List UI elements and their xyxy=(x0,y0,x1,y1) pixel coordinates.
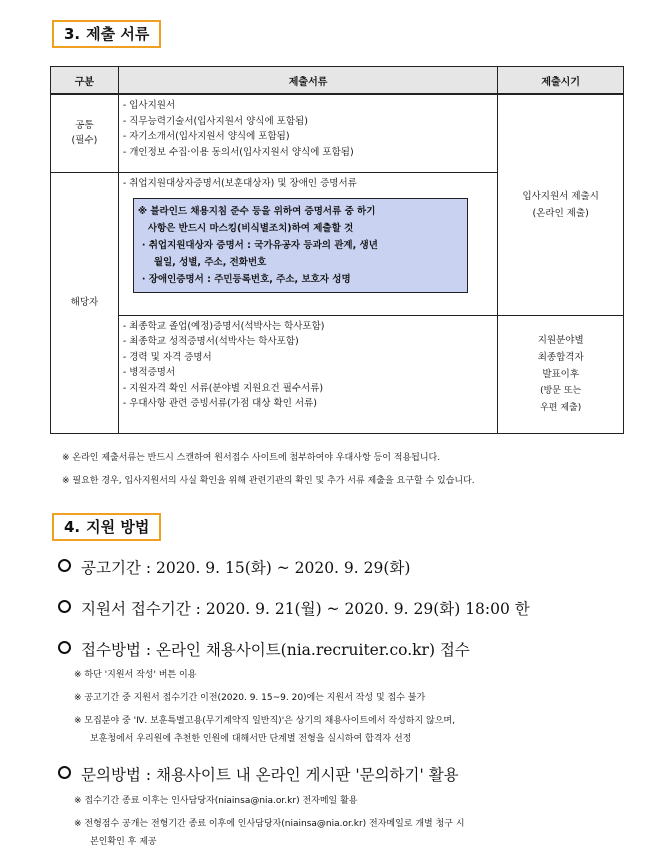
doc-item: - 개인정보 수집·이용 동의서(입사지원서 양식에 포함됨) xyxy=(122,146,354,158)
timing-final-line2: 최종합격자 xyxy=(537,351,584,363)
section-4-title xyxy=(52,513,161,541)
item-receipt-text: 지원서 접수기간 : 2020. 9. 21(월) ~ 2020. 9. 29(화) 18:00 한 xyxy=(81,600,530,618)
timing-online-line1: 입사지원서 제출시 xyxy=(522,190,599,202)
doc-item: - 최종학교 성적증명서(석박사는 학사포함) xyxy=(122,336,299,347)
section-4-label: 지원 방법 xyxy=(86,518,150,536)
docs-common xyxy=(118,94,498,172)
doc-item: - 자기소개서(입사지원서 양식에 포함됨) xyxy=(122,131,290,142)
docs-applicable-other xyxy=(118,315,498,433)
blind-line: ※ 블라인드 채용지침 준수 등을 위하여 증명서류 중 하기 xyxy=(137,206,376,217)
note-online-scan: ※ 온라인 제출서류는 반드시 스캔하여 원서접수 사이트에 첨부하여야 우대사항 등이 적용됩니다. xyxy=(62,453,441,463)
category-applicable: 해당자 xyxy=(51,172,119,433)
documents-table xyxy=(50,66,624,434)
blind-line: 월일, 성별, 주소, 전화번호 xyxy=(153,257,267,268)
note-verification: ※ 필요한 경우, 입사지원서의 사실 확인을 위해 관련기관의 확인 및 추가 서류 제출을 요구할 수 있습니다. xyxy=(62,476,475,486)
circle-bullet-icon xyxy=(58,559,71,572)
table-header-row xyxy=(51,67,624,95)
doc-item: - 우대사항 관련 증빙서류(가점 대상 확인 서류) xyxy=(122,398,317,409)
section-3-label: 제출 서류 xyxy=(86,25,150,43)
circle-bullet-icon xyxy=(58,766,71,779)
circle-bullet-icon xyxy=(58,600,71,613)
method-note: ※ 모집분야 중 'Ⅳ. 보훈특별고용(무기계약직 일반직)'은 상기의 채용사이트에서 작성하지 않으며, xyxy=(74,716,455,726)
method-note: 보훈청에서 우리원에 추천한 인원에 대해서만 단계별 전형을 실시하여 합격자 선정 xyxy=(90,734,412,744)
circle-bullet-icon xyxy=(58,641,71,654)
table-row-applicable-2 xyxy=(51,315,624,433)
item-inquiry xyxy=(58,763,459,785)
blind-line: 사항은 반드시 마스킹(비식별조치)하여 제출할 것 xyxy=(147,223,354,234)
doc-item: - 취업지원대상자증명서(보훈대상자) 및 장애인 증명서류 xyxy=(122,177,357,189)
section-4-number: 4. xyxy=(64,518,81,536)
timing-online xyxy=(498,94,624,315)
item-period xyxy=(58,556,410,578)
doc-item: - 최종학교 졸업(예정)증명서(석박사는 학사포함) xyxy=(122,320,325,332)
doc-item: - 지원자격 확인 서류(분야별 지원요건 필수서류) xyxy=(122,382,324,394)
section-3-number: 3. xyxy=(64,25,81,43)
item-method-text: 접수방법 : 온라인 채용사이트(nia.recruiter.co.kr) 접수 xyxy=(81,641,470,659)
blind-masking-notice xyxy=(133,198,469,293)
header-documents: 제출서류 xyxy=(118,67,498,95)
category-common-line1: 공통 xyxy=(75,120,94,132)
inquiry-note: ※ 접수기간 종료 이후는 인사담당자(niainsa@nia.or.kr) 전자메일 활용 xyxy=(74,796,358,806)
doc-item: - 직무능력기술서(입사지원서 양식에 포함됨) xyxy=(122,115,308,127)
section-3-title xyxy=(52,20,161,48)
method-note: ※ 공고기간 중 지원서 접수기간 이전(2020. 9. 15~9. 20)에는 지원서 작성 및 접수 불가 xyxy=(74,693,426,703)
item-inquiry-text: 문의방법 : 채용사이트 내 온라인 게시판 '문의하기' 활용 xyxy=(81,766,459,784)
timing-online-line2: (온라인 제출) xyxy=(532,207,589,219)
blind-line: · 장애인증명서 : 주민등록번호, 주소, 보호자 성명 xyxy=(141,274,351,285)
header-category: 구분 xyxy=(51,67,119,95)
item-method xyxy=(58,638,470,660)
category-common xyxy=(51,94,119,172)
timing-final xyxy=(498,315,624,433)
header-timing: 제출시기 xyxy=(498,67,624,95)
item-receipt xyxy=(58,597,530,619)
inquiry-note: ※ 전형점수 공개는 전형기간 종료 이후에 인사담당자(niainsa@nia.or.kr) 전자메일로 개별 청구 시 xyxy=(74,819,465,829)
doc-item: - 병적증명서 xyxy=(122,367,176,378)
category-common-line2: (필수) xyxy=(71,135,98,147)
timing-final-line4: (방문 또는 xyxy=(540,385,582,396)
docs-applicable-certificates xyxy=(118,172,498,315)
method-note: ※ 하단 '지원서 작성' 버튼 이용 xyxy=(74,670,197,680)
doc-item: - 입사지원서 xyxy=(122,100,176,111)
doc-item: - 경력 및 자격 증명서 xyxy=(122,351,212,363)
timing-final-line3: 발표이후 xyxy=(542,368,580,380)
blind-line: · 취업지원대상자 증명서 : 국가유공자 등과의 관계, 생년 xyxy=(141,240,378,251)
item-period-text: 공고기간 : 2020. 9. 15(화) ~ 2020. 9. 29(화) xyxy=(81,559,411,577)
table-row-common xyxy=(51,94,624,172)
inquiry-note: 본인확인 후 제공 xyxy=(90,837,157,847)
timing-final-line1: 지원분야별 xyxy=(537,334,584,346)
timing-final-line5: 우편 제출) xyxy=(540,402,582,413)
